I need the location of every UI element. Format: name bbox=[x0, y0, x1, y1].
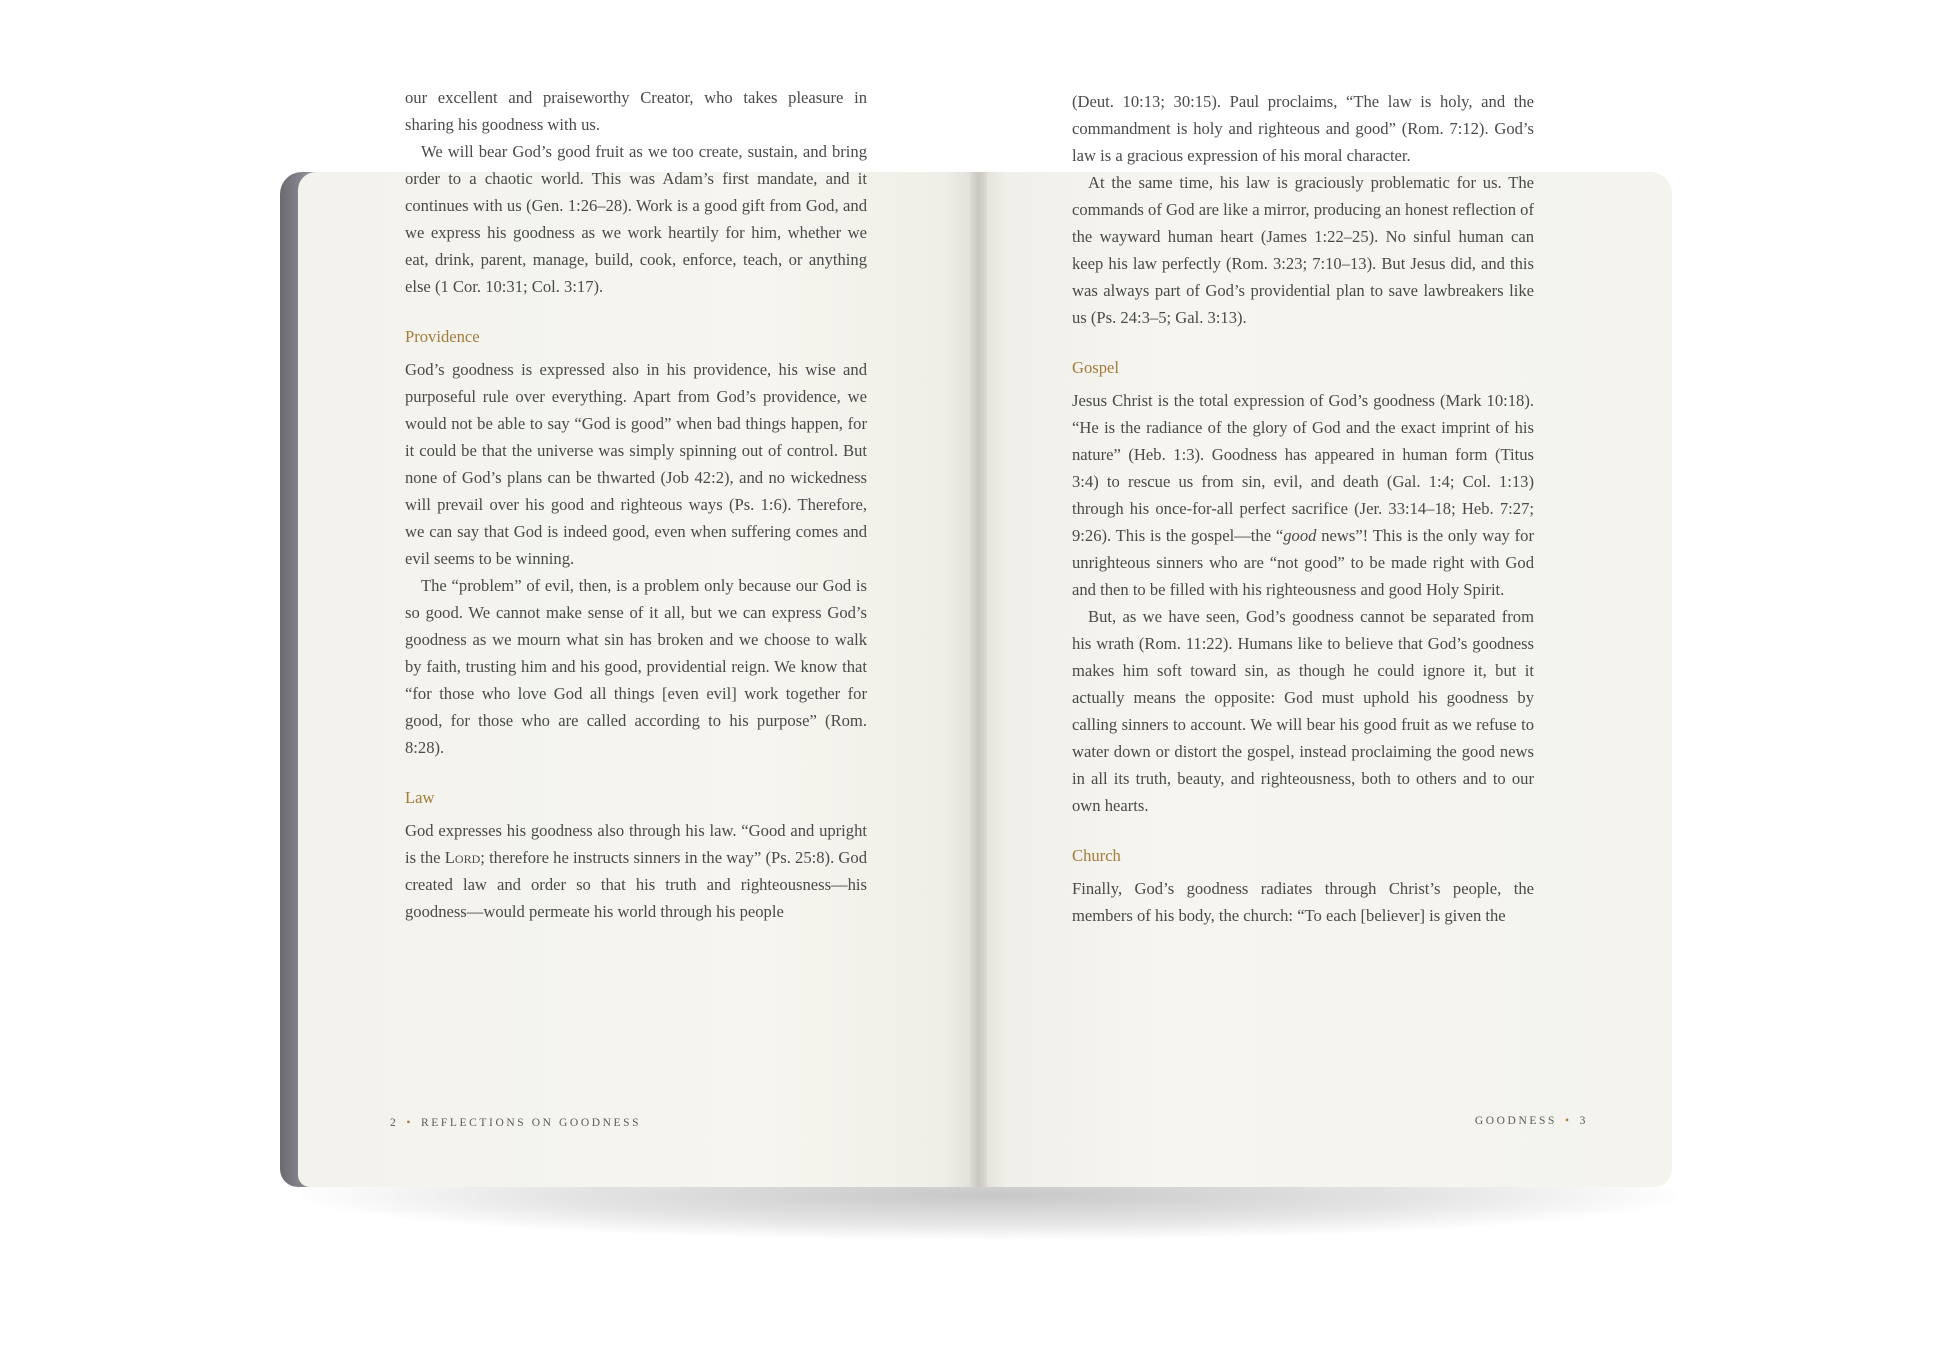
text-run: ; therefore he instructs sinners in the way” (Ps. 25:8). God created law and order so that his truth and righteousness—his goodness—would permeate his world through his people bbox=[405, 848, 868, 921]
paragraph: But, as we have seen, God’s goodness cannot be separated from his wrath (Rom. 11:22). Humans like to believe that God’s goodness makes him soft toward sin, as though he could ignore it, but it actually means the opposite: God must uphold his goodness by calling sinners to account. We will bear his good fruit as we refuse to water down or distort the gospel, instead proclaiming the good news in all its truth, beauty, and righteousness, both to others and to our own hearts. bbox=[1072, 607, 1534, 815]
section-heading-law: Law bbox=[405, 788, 435, 807]
text-run: God expresses his goodness also through his law. “Good and upright is the bbox=[405, 821, 867, 867]
paragraph: our excellent and praiseworthy Creator, who takes pleasure in sharing his goodness with us. bbox=[405, 88, 867, 134]
left-page-text bbox=[405, 84, 867, 925]
section-heading-gospel: Gospel bbox=[1072, 358, 1120, 377]
page-number: 3 bbox=[1579, 1115, 1588, 1127]
running-head: REFLECTIONS ON GOODNESS bbox=[421, 1117, 642, 1129]
paragraph: The “problem” of evil, then, is a problem only because our God is so good. We cannot make sense of it all, but we can express God’s goodness as we mourn what sin has broken and we choose to walk by faith, trusting him and his good, providential reign. We know that “for those who love God all things [even evil] work together for good, for those who are called according to his purpose” (Rom. 8:28). bbox=[405, 576, 867, 757]
paragraph bbox=[1072, 387, 1534, 603]
paragraph: We will bear God’s good fruit as we too create, sustain, and bring order to a chaotic world. This was Adam’s first mandate, and it continues with us (Gen. 1:26–28). Work is a good gift from God, and we express his goodness as we work heartily for him, whether we eat, drink, parent, manage, build, cook, enforce, teach, or anything else (1 Cor. 10:31; Col. 3:17). bbox=[405, 142, 867, 296]
right-page-footer bbox=[1475, 1115, 1588, 1127]
italic-good: good bbox=[1283, 526, 1317, 545]
paragraph: (Deut. 10:13; 30:15). Paul proclaims, “The law is holy, and the commandment is holy and righteous and good” (Rom. 7:12). God’s law is a gracious expression of his moral character. bbox=[1072, 92, 1534, 165]
right-page-text bbox=[1072, 88, 1534, 929]
bullet-separator: • bbox=[1565, 1115, 1572, 1127]
page-number: 2 bbox=[390, 1117, 399, 1129]
paragraph: Finally, God’s goodness radiates through Christ’s people, the members of his body, the church: “To each [believer] is given the bbox=[1072, 879, 1534, 925]
section-heading-providence: Providence bbox=[405, 327, 480, 346]
paragraph: God’s goodness is expressed also in his providence, his wise and purposeful rule over everything. Apart from God’s providence, we would not be able to say “God is good” when bad things happen, for it could be that the universe was simply spinning out of control. But none of God’s plans can be thwarted (Job 42:2), and no wickedness will prevail over his good and righteous ways (Ps. 1:6). Therefore, we can say that God is indeed good, even when suffering comes and evil seems to be winning. bbox=[405, 360, 867, 568]
section-heading-church: Church bbox=[1072, 846, 1121, 865]
book-gutter bbox=[970, 172, 987, 1187]
paragraph bbox=[405, 817, 867, 925]
running-head: GOODNESS bbox=[1474, 1115, 1557, 1127]
bullet-separator: • bbox=[406, 1117, 413, 1129]
text-run: Jesus Christ is the total expression of God’s goodness (Mark 10:18). “He is the radiance of the glory of God and the exact imprint of his nature” (Heb. 1:3). Goodness has appeared in human form (Titus 3:4) to rescue us from sin, evil, and death (Gal. 1:4; Col. 1:13) through his once-for-all perfect sacrifice (Jer. 33:14–18; Heb. 7:27; 9:26). This is the gospel—the “ bbox=[1072, 391, 1534, 545]
small-caps-lord: Lord bbox=[444, 848, 481, 867]
paragraph: At the same time, his law is graciously problematic for us. The commands of God are like a mirror, producing an honest reflection of the wayward human heart (James 1:22–25). No sinful human can keep his law perfectly (Rom. 3:23; 7:10–13). But Jesus did, and this was always part of God’s providential plan to save lawbreakers like us (Ps. 24:3–5; Gal. 3:13). bbox=[1072, 173, 1534, 327]
text-run: news”! This is the only way for unrighteous sinners who are “not good” to be made right with God and then to be filled with his righteousness and good Holy Spirit. bbox=[1072, 526, 1534, 599]
left-page-footer bbox=[390, 1117, 641, 1129]
